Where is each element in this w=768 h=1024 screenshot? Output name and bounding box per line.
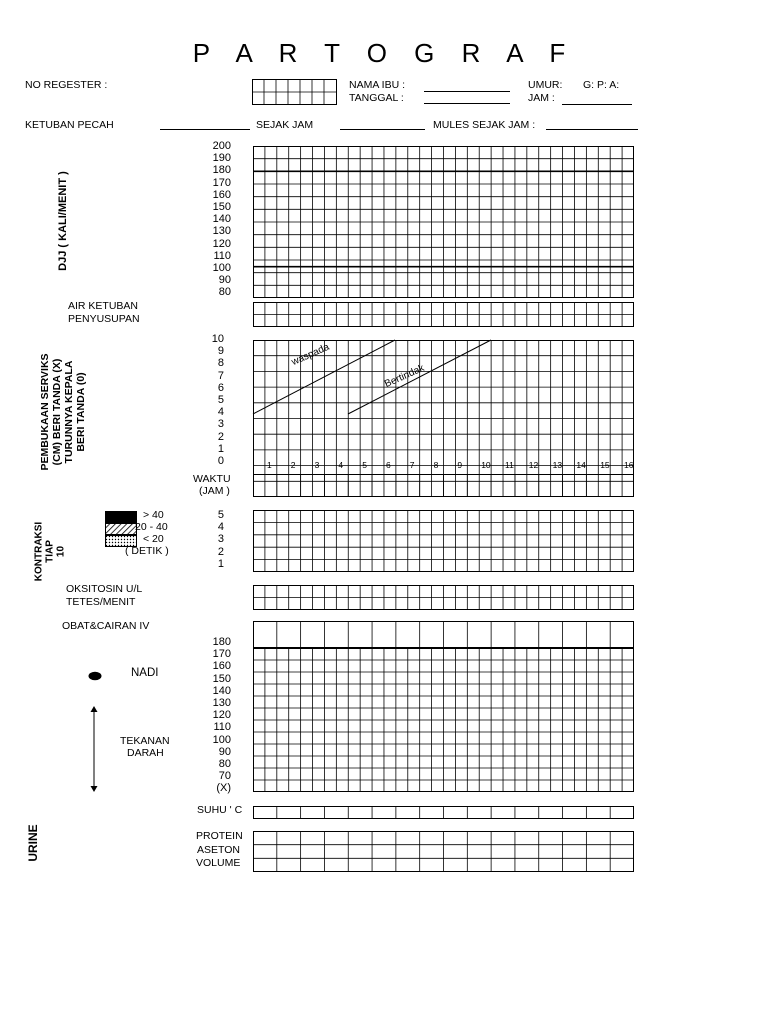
kontraksi-label-line2: TIAP [44, 540, 56, 563]
nadi-scale-tick: 110 [213, 721, 231, 734]
no-register-boxes[interactable] [252, 79, 337, 105]
djj-scale-tick: 160 [212, 188, 231, 201]
nama-ibu-field[interactable] [424, 91, 510, 92]
air-ketuban-label: AIR KETUBAN [68, 300, 139, 312]
nadi-scale-tick: 180 [212, 636, 231, 648]
kontraksi-scale-tick: 4 [217, 521, 224, 534]
bertindak-line-label: Bertindak [383, 362, 427, 391]
kontraksi-grid[interactable] [253, 510, 634, 572]
serviks-scale-tick: 10 [211, 333, 224, 345]
djj-scale-tick: 100 [212, 262, 231, 274]
legend-under-20: < 20 [143, 533, 164, 545]
nadi-scale-tick: 140 [212, 684, 231, 697]
djj-scale-tick: 80 [218, 286, 231, 299]
legend-over-40: > 40 [143, 509, 164, 521]
djj-scale-tick: 190 [212, 152, 231, 165]
legend-20-40: 20 - 40 [135, 521, 168, 533]
waktu-grid[interactable] [253, 474, 634, 497]
hour-label: 13 [552, 460, 563, 470]
mules-sejak-jam-field[interactable] [546, 129, 638, 130]
tetes-menit-label: TETES/MENIT [66, 596, 136, 608]
nadi-tekanan-grid[interactable] [253, 648, 634, 792]
kontraksi-label-line1: KONTRAKSI [33, 521, 45, 582]
hour-label: 10 [481, 460, 491, 470]
djj-scale-tick: 200 [212, 140, 231, 152]
nadi-scale-tick: 80 [218, 758, 231, 770]
no-register-label: NO REGESTER : [25, 79, 108, 91]
page-title: P A R T O G R A F [192, 38, 576, 68]
nama-ibu-label: NAMA IBU : [349, 79, 406, 91]
oksitosin-grid[interactable] [253, 585, 634, 610]
hour-label: 2 [290, 460, 296, 470]
hour-label: 11 [505, 460, 514, 470]
nadi-scale-tick: 130 [212, 697, 231, 709]
sejak-jam-label: SEJAK JAM [256, 119, 314, 131]
suhu-grid[interactable] [253, 806, 634, 819]
hour-label: 12 [528, 460, 539, 470]
urine-grid[interactable] [253, 831, 634, 872]
sejak-jam-field[interactable] [340, 129, 425, 130]
serviks-scale-tick: 6 [217, 381, 224, 394]
hour-label: 8 [433, 460, 439, 470]
kontraksi-label-line3: 10 [55, 545, 67, 558]
nadi-scale-tick: 120 [212, 709, 231, 722]
penyusupan-label: PENYUSUPAN [68, 313, 140, 325]
urine-label: URINE [26, 824, 40, 862]
djj-scale-tick: 110 [213, 249, 231, 262]
jam-label: JAM : [528, 92, 555, 104]
serviks-scale-tick: 4 [217, 406, 224, 419]
nadi-label: NADI [131, 667, 159, 679]
kontraksi-scale-tick: 5 [217, 509, 224, 521]
nadi-scale-tick: 160 [212, 660, 231, 673]
serviks-scale-tick: 7 [217, 369, 224, 382]
tanggal-label: TANGGAL : [349, 92, 404, 104]
djj-scale-tick: 90 [218, 274, 231, 287]
serviks-label-line3: TURUNNYA KEPALA [63, 360, 75, 464]
kontraksi-scale-tick: 2 [217, 545, 224, 558]
aseton-label: ASETON [197, 844, 240, 856]
kontraksi-scale-tick: 1 [217, 557, 224, 570]
djj-scale-tick: 180 [212, 164, 231, 177]
hour-label: 7 [409, 460, 415, 470]
djj-scale-tick: 130 [212, 225, 231, 238]
hour-label: 16 [624, 460, 634, 470]
djj-scale-tick: 120 [212, 237, 231, 250]
suhu-label: SUHU ' C [197, 804, 243, 816]
hour-label: 1 [267, 460, 272, 470]
detik-label: ( DETIK ) [125, 545, 169, 557]
nadi-scale-tick: 70 [218, 770, 231, 783]
nadi-dot-icon [88, 671, 102, 681]
oksitosin-label: OKSITOSIN U/L [66, 583, 143, 595]
kontraksi-legend-swatches [105, 511, 137, 548]
hour-label: 4 [338, 460, 344, 470]
tanggal-field[interactable] [424, 103, 510, 104]
serviks-scale-tick: 9 [217, 345, 224, 358]
hour-label: 3 [314, 460, 320, 470]
umur-label: UMUR: [528, 79, 563, 91]
serviks-label-line1: PEMBUKAAN SERVIKS [39, 353, 51, 471]
hour-label: 5 [362, 460, 367, 470]
kontraksi-label [34, 522, 67, 582]
serviks-label [39, 347, 87, 477]
nadi-scale-tick: 90 [218, 745, 231, 758]
air-ketuban-grid[interactable] [253, 302, 634, 327]
darah-label: DARAH [127, 747, 164, 759]
obat-cairan-label: OBAT&CAIRAN IV [62, 620, 150, 632]
djj-scale-tick: 140 [212, 213, 231, 226]
jam-unit-label: (JAM ) [199, 485, 230, 497]
djj-label: DJJ ( KALI/MENIT ) [57, 171, 69, 271]
hour-label: 15 [600, 460, 610, 470]
tekanan-arrow-icon [88, 706, 100, 792]
nadi-scale-tick: 100 [212, 733, 231, 746]
mules-sejak-jam-label: MULES SEJAK JAM : [433, 119, 536, 131]
waspada-line-label: waspada [290, 341, 332, 369]
volume-label: VOLUME [196, 857, 241, 869]
nadi-scale-tick: 150 [212, 672, 231, 685]
djj-scale-tick: 170 [212, 176, 231, 189]
hour-label: 14 [576, 460, 586, 470]
djj-grid[interactable] [253, 146, 634, 298]
serviks-scale-tick: 3 [217, 418, 224, 431]
tekanan-label: TEKANAN [120, 735, 170, 747]
gpa-label: G: P: A: [583, 79, 620, 91]
hour-label: 6 [386, 460, 391, 470]
ketuban-pecah-field[interactable] [160, 129, 250, 130]
nadi-scale-tick: 170 [212, 648, 231, 661]
serviks-scale-tick: 8 [217, 357, 224, 370]
jam-field[interactable] [562, 104, 632, 105]
serviks-scale-tick: 2 [217, 430, 224, 443]
nadi-scale-tick: (X) [216, 782, 231, 795]
ketuban-pecah-label: KETUBAN PECAH [25, 119, 114, 131]
obat-cairan-grid[interactable] [253, 621, 634, 648]
protein-label: PROTEIN [196, 830, 243, 842]
djj-scale-tick: 150 [212, 201, 231, 213]
kontraksi-scale-tick: 3 [217, 533, 224, 546]
serviks-scale-tick: 1 [217, 442, 224, 455]
serviks-scale-tick: 0 [217, 455, 224, 467]
serviks-label-line2: (CM) BERI TANDA (X) [51, 358, 63, 466]
waktu-label: WAKTU [193, 473, 231, 485]
serviks-scale-tick: 5 [217, 394, 224, 406]
hour-label: 9 [457, 460, 463, 470]
serviks-label-line4: BERI TANDA (0) [75, 372, 87, 452]
